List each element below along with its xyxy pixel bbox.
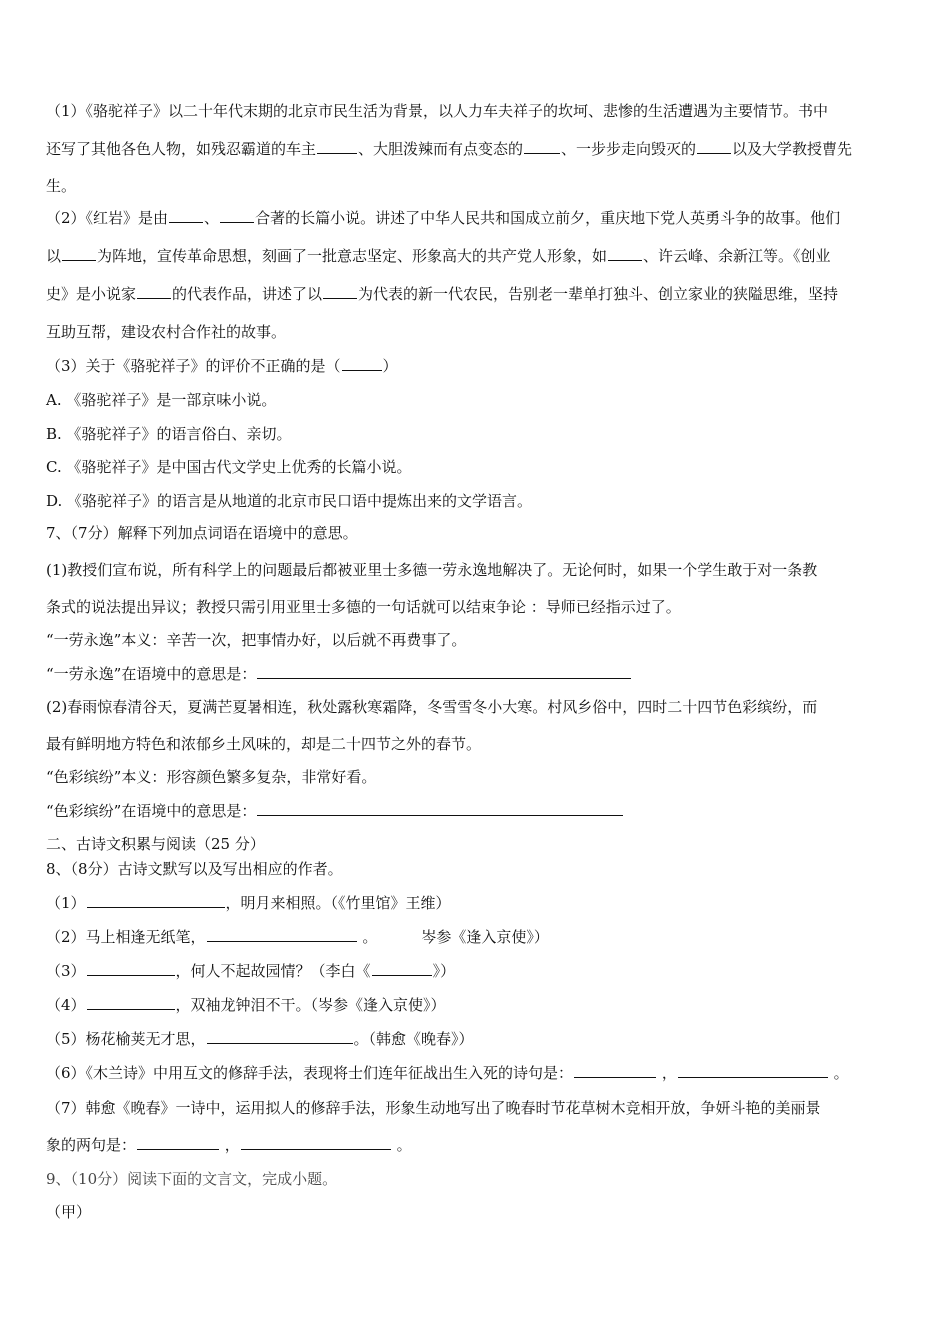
q7-p2-line2: 最有鲜明地方特色和浓郁乡土风味的，却是二十四节之外的春节。 — [46, 735, 482, 753]
option-c: C. 《骆驼祥子》是中国古代文学史上优秀的长篇小说。 — [46, 458, 412, 476]
text: ， — [657, 1064, 677, 1082]
text: （2）马上相逢无纸笔， — [46, 928, 206, 946]
text: 、许云峰、余新江等。《创业 — [643, 247, 831, 265]
q8-title: 8、（8分）古诗文默写以及写出相应的作者。 — [46, 860, 343, 878]
text: 岑参《逢入京使》） — [421, 928, 549, 946]
q8-line5 — [46, 1029, 916, 1049]
text: 为阵地，宣传革命思想，刻画了一批意志坚定、形象高大的共产党人形象，如 — [97, 247, 608, 265]
blank[interactable] — [317, 139, 357, 154]
blank[interactable] — [169, 208, 203, 223]
q6-p1-line2 — [46, 139, 916, 159]
text: 以及大学教授曹先 — [732, 140, 853, 158]
text: 。 — [828, 1064, 849, 1082]
text: ，双袖龙钟泪不干。（岑参《逢入京使》） — [175, 996, 446, 1014]
text: 。 — [391, 1136, 412, 1154]
text: 史》是小说家 — [46, 285, 137, 303]
q8-line7a: （7）韩愈《晚春》一诗中，运用拟人的修辞手法，形象生动地写出了晚春时节花草树木竞相开放，争妍斗艳的美丽景 — [46, 1099, 821, 1117]
blank[interactable] — [87, 995, 175, 1010]
blank[interactable] — [678, 1063, 828, 1078]
blank[interactable] — [207, 1029, 353, 1044]
q7-p1-line2: 条式的说法提出异议；教授只需引用亚里士多德的一句话就可以结束争论 ：导师已经指示过了。 — [46, 598, 681, 616]
text: 》） — [432, 962, 456, 980]
q6-p1-line3 — [46, 176, 916, 196]
option-d: D. 《骆驼祥子》的语言是从地道的北京市民口语中提炼出来的文学语言。 — [46, 492, 533, 510]
q7-p1-line1: (1)教授们宣布说，所有科学上的问题最后都被亚里士多德一劳永逸地解决了。无论何时，如果一个学生敢于对一条教 — [46, 561, 818, 579]
text: （2）《红岩》是由 — [46, 209, 169, 227]
q7-meaning1: “一劳永逸”本义：辛苦一次，把事情办好，以后就不再费事了。 — [46, 631, 467, 649]
option-b: B. 《骆驼祥子》的语言俗白、亲切。 — [46, 425, 292, 443]
blank[interactable] — [137, 284, 171, 299]
blank[interactable] — [62, 246, 96, 261]
text: 、一步步走向毁灭的 — [561, 140, 697, 158]
q6-p1-line1 — [46, 101, 916, 121]
q8-line2 — [46, 927, 916, 947]
q7-meaning2: “色彩缤纷”本义：形容颜色繁多复杂，非常好看。 — [46, 768, 377, 786]
text: （3） — [46, 962, 86, 980]
blank[interactable] — [372, 961, 432, 976]
text: ） — [382, 357, 398, 375]
text: 、 — [204, 209, 220, 227]
q7-p2-line1: (2)春雨惊春清谷天，夏满芒夏暑相连，秋处露秋寒霜降，冬雪雪冬小大寒。村风乡俗中，四时二十四节色彩缤纷，而 — [46, 698, 818, 716]
text: 还写了其他各色人物，如残忍霸道的车主 — [46, 140, 317, 158]
q8-line3 — [46, 961, 916, 981]
text: 互助互帮，建设农村合作社的故事。 — [46, 323, 287, 341]
blank[interactable] — [323, 284, 357, 299]
text: 、大胆泼辣而有点变态的 — [358, 140, 524, 158]
q8-line1 — [46, 893, 916, 913]
text: （5）杨花榆荚无才思， — [46, 1030, 206, 1048]
q8-line4 — [46, 995, 916, 1015]
text: （3）关于《骆驼祥子》的评价不正确的是（ — [46, 357, 341, 375]
q7-answer1 — [46, 664, 916, 684]
q6-p2-line3 — [46, 284, 916, 304]
q6-p2-line2 — [46, 246, 916, 266]
text: 生。 — [46, 177, 77, 195]
text: （1） — [46, 894, 86, 912]
q6-p2-line1 — [46, 208, 916, 228]
q8-line6 — [46, 1063, 916, 1083]
q7-title: 7、（7分）解释下列加点词语在语境中的意思。 — [46, 524, 358, 542]
text: “一劳永逸”在语境中的意思是： — [46, 665, 257, 683]
option-a: A. 《骆驼祥子》是一部京味小说。 — [46, 391, 277, 409]
q9-subtitle: （甲） — [46, 1203, 92, 1221]
text: 象的两句是： — [46, 1136, 137, 1154]
q6-p2-line4 — [46, 322, 916, 342]
text: 的代表作品，讲述了以 — [172, 285, 323, 303]
text: （6）《木兰诗》中用互文的修辞手法，表现将士们连年征战出生入死的诗句是： — [46, 1064, 574, 1082]
blank[interactable] — [241, 1135, 391, 1150]
text: 。（韩愈《晚春》） — [353, 1030, 474, 1048]
blank[interactable] — [608, 246, 642, 261]
q7-answer2 — [46, 801, 916, 821]
blank[interactable] — [207, 927, 357, 942]
answer-blank[interactable] — [342, 356, 382, 371]
blank[interactable] — [524, 139, 560, 154]
text: 为代表的新一代农民，告别老一辈单打独斗、创立家业的狭隘思维，坚持 — [358, 285, 839, 303]
q8-line7b — [46, 1135, 916, 1155]
section-heading: 二、古诗文积累与阅读（25 分） — [46, 835, 265, 853]
text: 以 — [46, 247, 62, 265]
q6-p3 — [46, 356, 916, 376]
blank[interactable] — [220, 208, 254, 223]
text: ，明月来相照。（《竹里馆》王维） — [225, 894, 451, 912]
text: （4） — [46, 996, 86, 1014]
text: ，何人不起故园情？（李白《 — [175, 962, 371, 980]
blank[interactable] — [574, 1063, 656, 1078]
blank[interactable] — [137, 1135, 219, 1150]
blank[interactable] — [87, 961, 175, 976]
text: ， — [220, 1136, 240, 1154]
text: （1）《骆驼祥子》以二十年代末期的北京市民生活为背景，以人力车夫祥子的坎坷、悲惨的生活遭遇为主要情节。书中 — [46, 102, 829, 120]
blank[interactable] — [87, 893, 225, 908]
answer-line[interactable] — [257, 801, 623, 816]
answer-line[interactable] — [257, 664, 631, 679]
text: 合著的长篇小说。讲述了中华人民共和国成立前夕，重庆地下党人英勇斗争的故事。他们 — [255, 209, 841, 227]
blank[interactable] — [697, 139, 731, 154]
text: “色彩缤纷”在语境中的意思是： — [46, 802, 257, 820]
q9-title: 9、（10分）阅读下面的文言文，完成小题。 — [46, 1170, 338, 1188]
text: 。 — [357, 928, 378, 946]
